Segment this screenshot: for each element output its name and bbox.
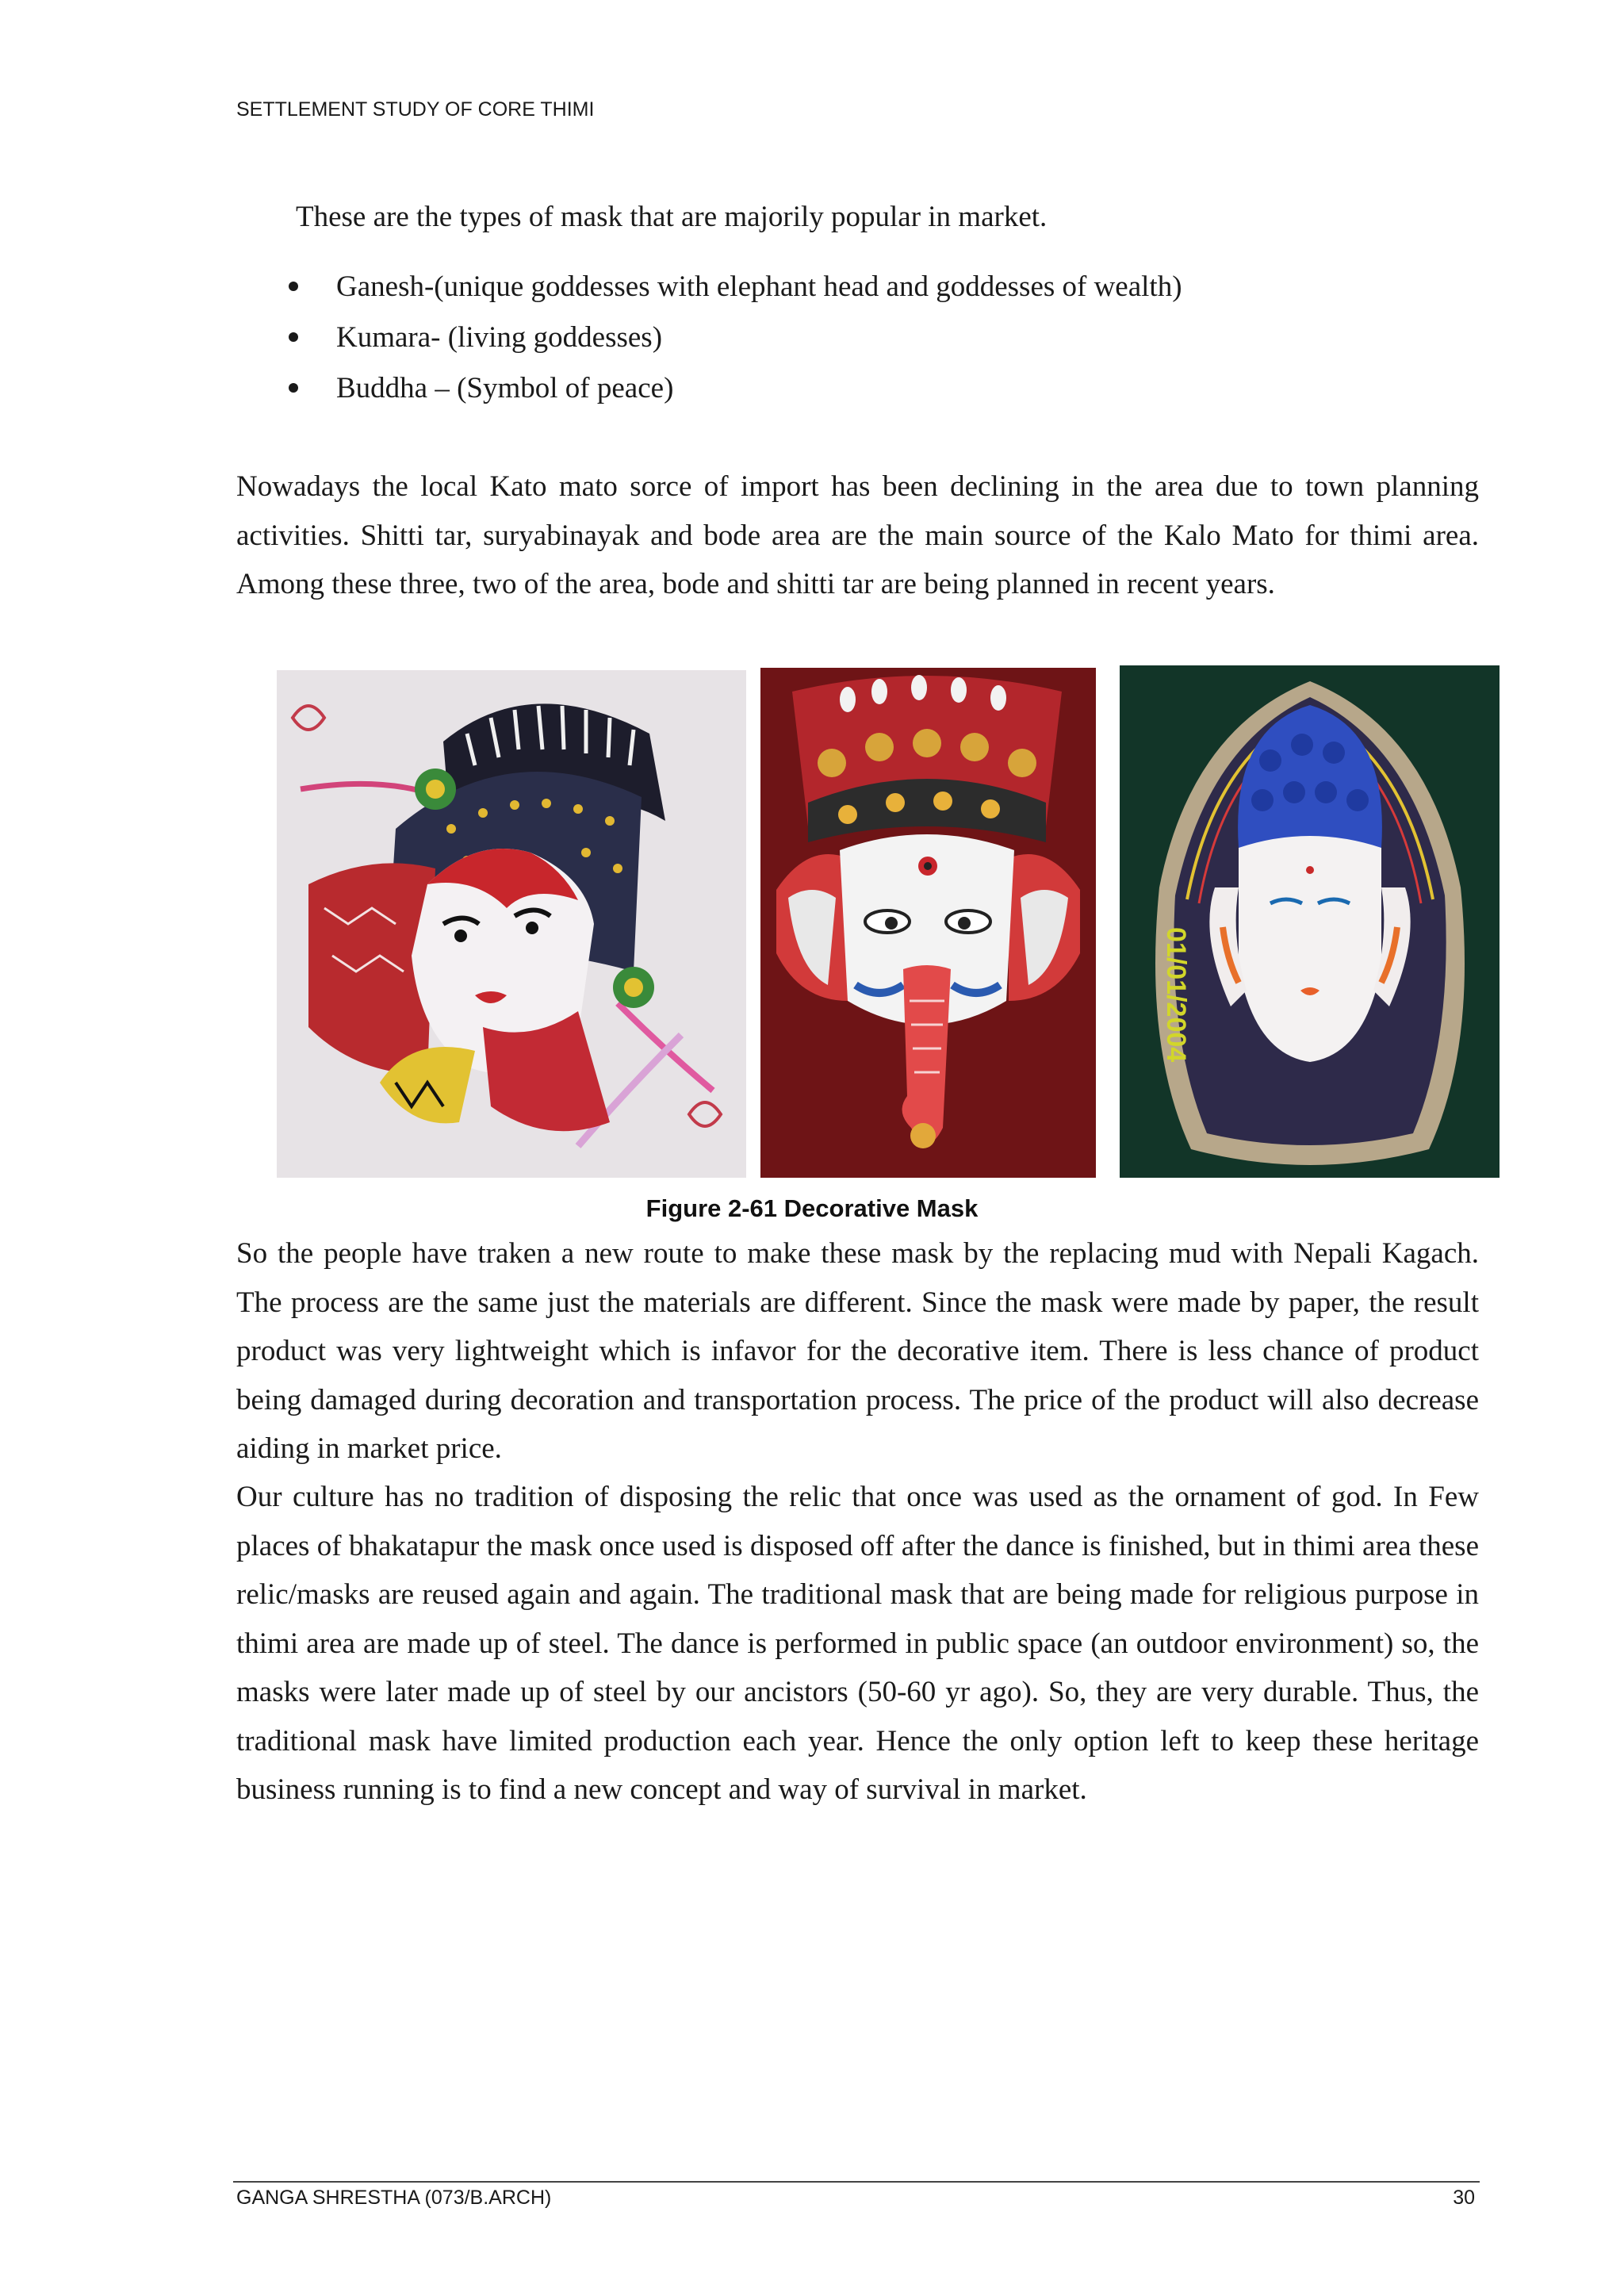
buddha-mask-photo (1120, 665, 1500, 1178)
paragraph-relic-tradition: Our culture has no tradition of disposing the relic that once was used as the ornament of god. In Few places of bhakatapur the mask once used is disposed off after the dance is finished, but in thimi area these relic/masks are reused again and again. The traditional mask that are being made for religious purpose in thimi area are made up of steel. The dance is performed in public space (an outdoor environment) so, the masks were later made up of steel by our ancistors (50-60 yr ago). So, they are very durable. Thus, the traditional mask have limited production each year. Hence the only option left to keep these heritage business running is to find a new concept and way of survival in market. (236, 1481, 1479, 1806)
list-item-text: Buddha – (Symbol of peace) (336, 372, 674, 404)
list-item (285, 363, 1182, 414)
list-item (285, 312, 1182, 363)
list-item-text: Ganesh-(unique goddesses with elephant head and goddesses of wealth) (336, 270, 1182, 303)
list-item-text: Kumara- (living goddesses) (336, 321, 663, 354)
list-item (285, 262, 1182, 312)
ganesh-mask-photo (760, 668, 1096, 1178)
photo-date-stamp: 01/01/2004 (1161, 927, 1191, 1063)
footer-author: GANGA SHRESTHA (073/B.ARCH) (236, 2187, 552, 2209)
mask-types-list (285, 262, 1182, 414)
page-number: 30 (1453, 2187, 1475, 2209)
running-header: SETTLEMENT STUDY OF CORE THIMI (236, 98, 595, 121)
kumari-mask-photo (277, 670, 746, 1178)
bullet-icon (289, 383, 298, 393)
bullet-icon (289, 282, 298, 291)
paragraph-kalo-mato: Nowadays the local Kato mato sorce of import has been declining in the area due to town planning activities. Shitti tar, suryabinayak and bode area are the main source of the Kalo Mato for thimi area. Among these three, two of the area, bode and shitti tar are being planned in recent years. (236, 470, 1479, 600)
bullet-icon (289, 332, 298, 342)
figure-caption: Figure 2-61 Decorative Mask (645, 1194, 979, 1222)
intro-text: These are the types of mask that are majorily popular in market. (296, 201, 1048, 233)
footer-divider (233, 2181, 1480, 2183)
paragraph-nepali-kagach: So the people have traken a new route to make these mask by the replacing mud with Nepali Kagach. The process are the same just the materials are different. Since the mask were made by paper, the result product was very lightweight which is infavor for the decorative item. There is less chance of product being damaged during decoration and transportation process. The price of the product will also decrease aiding in market price. (236, 1237, 1479, 1465)
